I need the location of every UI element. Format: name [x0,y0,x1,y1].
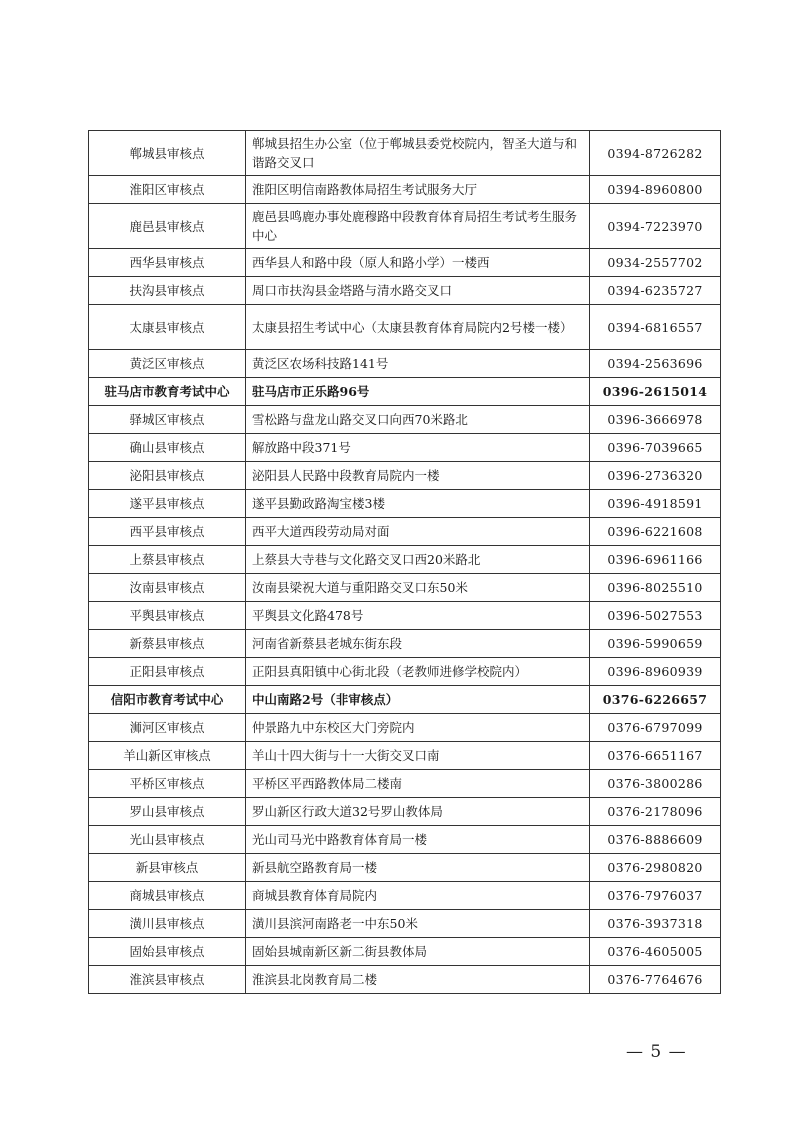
site-address-cell: 驻马店市正乐路96号 [246,378,590,406]
site-address-cell: 周口市扶沟县金塔路与清水路交叉口 [246,277,590,305]
site-address-cell: 平舆县文化路478号 [246,602,590,630]
site-name-cell: 正阳县审核点 [89,658,246,686]
site-name-cell: 固始县审核点 [89,938,246,966]
site-name-cell: 确山县审核点 [89,434,246,462]
site-phone-cell: 0396-5027553 [590,602,721,630]
site-phone-cell: 0396-2615014 [590,378,721,406]
site-address-cell: 太康县招生考试中心（太康县教育体育局院内2号楼一楼） [246,305,590,350]
site-address-cell: 西华县人和路中段（原人和路小学）一楼西 [246,249,590,277]
site-name-cell: 郸城县审核点 [89,131,246,176]
table-row [89,378,721,406]
site-name-cell: 潢川县审核点 [89,910,246,938]
site-phone-cell: 0396-8025510 [590,574,721,602]
site-phone-cell: 0396-5990659 [590,630,721,658]
table-row [89,518,721,546]
table-row [89,742,721,770]
site-address-cell: 固始县城南新区新二街县教体局 [246,938,590,966]
site-address-cell: 罗山新区行政大道32号罗山教体局 [246,798,590,826]
site-name-cell: 新蔡县审核点 [89,630,246,658]
site-phone-cell: 0934-2557702 [590,249,721,277]
site-phone-cell: 0376-2980820 [590,854,721,882]
site-phone-cell: 0396-8960939 [590,658,721,686]
table-row [89,204,721,249]
page-number: — 5 — [626,1042,687,1062]
table-row [89,686,721,714]
site-address-cell: 光山司马光中路教育体育局一楼 [246,826,590,854]
site-phone-cell: 0376-2178096 [590,798,721,826]
site-name-cell: 黄泛区审核点 [89,350,246,378]
site-address-cell: 仲景路九中东校区大门旁院内 [246,714,590,742]
site-address-cell: 潢川县滨河南路老一中东50米 [246,910,590,938]
site-phone-cell: 0376-7976037 [590,882,721,910]
site-name-cell: 西平县审核点 [89,518,246,546]
table-row [89,305,721,350]
table-row [89,434,721,462]
table-row [89,770,721,798]
table-row [89,910,721,938]
site-address-cell: 河南省新蔡县老城东街东段 [246,630,590,658]
site-name-cell: 光山县审核点 [89,826,246,854]
site-name-cell: 淮滨县审核点 [89,966,246,994]
site-phone-cell: 0376-6651167 [590,742,721,770]
site-phone-cell: 0394-8960800 [590,176,721,204]
table-row [89,630,721,658]
review-sites-table-body [89,131,721,994]
site-name-cell: 汝南县审核点 [89,574,246,602]
site-name-cell: 新县审核点 [89,854,246,882]
site-name-cell: 羊山新区审核点 [89,742,246,770]
site-name-cell: 浉河区审核点 [89,714,246,742]
table-row [89,798,721,826]
site-address-cell: 雪松路与盘龙山路交叉口向西70米路北 [246,406,590,434]
site-address-cell: 淮滨县北岗教育局二楼 [246,966,590,994]
site-name-cell: 遂平县审核点 [89,490,246,518]
site-address-cell: 汝南县梁祝大道与重阳路交叉口东50米 [246,574,590,602]
site-phone-cell: 0394-6816557 [590,305,721,350]
table-row [89,938,721,966]
site-name-cell: 平桥区审核点 [89,770,246,798]
table-row [89,249,721,277]
site-name-cell: 罗山县审核点 [89,798,246,826]
site-name-cell: 鹿邑县审核点 [89,204,246,249]
site-address-cell: 郸城县招生办公室（位于郸城县委党校院内，智圣大道与和谐路交叉口 [246,131,590,176]
site-phone-cell: 0376-3800286 [590,770,721,798]
site-phone-cell: 0376-7764676 [590,966,721,994]
table-row [89,490,721,518]
table-row [89,966,721,994]
site-name-cell: 泌阳县审核点 [89,462,246,490]
site-address-cell: 泌阳县人民路中段教育局院内一楼 [246,462,590,490]
site-phone-cell: 0396-2736320 [590,462,721,490]
site-address-cell: 上蔡县大寺巷与文化路交叉口西20米路北 [246,546,590,574]
site-phone-cell: 0394-6235727 [590,277,721,305]
site-address-cell: 解放路中段371号 [246,434,590,462]
table-row [89,131,721,176]
site-phone-cell: 0394-2563696 [590,350,721,378]
site-name-cell: 驻马店市教育考试中心 [89,378,246,406]
table-row [89,277,721,305]
table-row [89,462,721,490]
site-name-cell: 太康县审核点 [89,305,246,350]
table-row [89,350,721,378]
site-phone-cell: 0396-6961166 [590,546,721,574]
table-row [89,658,721,686]
table-row [89,574,721,602]
site-name-cell: 扶沟县审核点 [89,277,246,305]
site-address-cell: 中山南路2号（非审核点） [246,686,590,714]
site-phone-cell: 0396-3666978 [590,406,721,434]
site-phone-cell: 0376-3937318 [590,910,721,938]
table-row [89,714,721,742]
site-name-cell: 平舆县审核点 [89,602,246,630]
table-row [89,406,721,434]
site-address-cell: 正阳县真阳镇中心街北段（老教师进修学校院内） [246,658,590,686]
site-address-cell: 商城县教育体育局院内 [246,882,590,910]
site-name-cell: 信阳市教育考试中心 [89,686,246,714]
site-address-cell: 平桥区平西路教体局二楼南 [246,770,590,798]
site-phone-cell: 0396-6221608 [590,518,721,546]
site-phone-cell: 0376-6226657 [590,686,721,714]
site-name-cell: 驿城区审核点 [89,406,246,434]
site-name-cell: 商城县审核点 [89,882,246,910]
table-row [89,826,721,854]
site-phone-cell: 0376-8886609 [590,826,721,854]
site-address-cell: 新县航空路教育局一楼 [246,854,590,882]
site-phone-cell: 0394-7223970 [590,204,721,249]
site-phone-cell: 0394-8726282 [590,131,721,176]
table-row [89,546,721,574]
table-row [89,602,721,630]
site-phone-cell: 0396-7039665 [590,434,721,462]
table-row [89,882,721,910]
site-name-cell: 西华县审核点 [89,249,246,277]
site-address-cell: 羊山十四大街与十一大街交叉口南 [246,742,590,770]
site-name-cell: 淮阳区审核点 [89,176,246,204]
review-sites-table [88,130,721,994]
site-address-cell: 西平大道西段劳动局对面 [246,518,590,546]
site-phone-cell: 0376-6797099 [590,714,721,742]
site-name-cell: 上蔡县审核点 [89,546,246,574]
site-address-cell: 鹿邑县鸣鹿办事处鹿穆路中段教育体育局招生考试考生服务中心 [246,204,590,249]
site-address-cell: 淮阳区明信南路教体局招生考试服务大厅 [246,176,590,204]
table-row [89,176,721,204]
site-address-cell: 遂平县勤政路淘宝楼3楼 [246,490,590,518]
table-row [89,854,721,882]
site-address-cell: 黄泛区农场科技路141号 [246,350,590,378]
site-phone-cell: 0396-4918591 [590,490,721,518]
site-phone-cell: 0376-4605005 [590,938,721,966]
